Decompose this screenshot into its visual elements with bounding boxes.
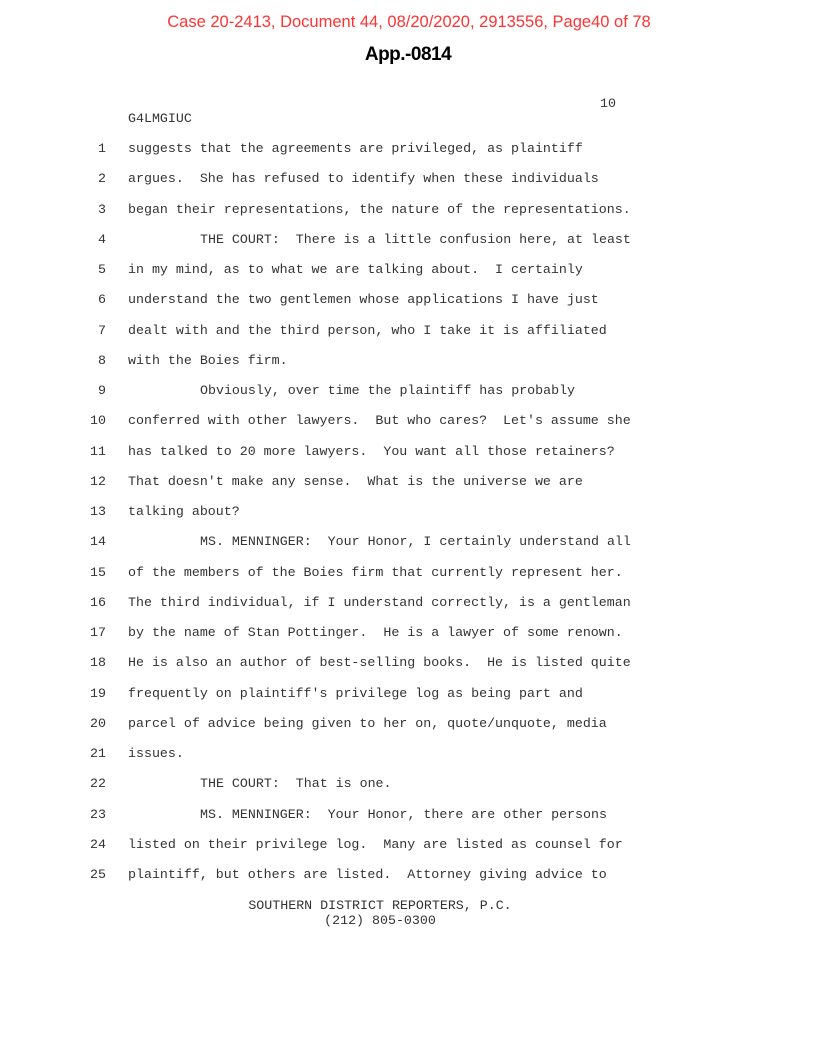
reporter-name: SOUTHERN DISTRICT REPORTERS, P.C. [248, 898, 512, 913]
transcript-line [0, 595, 816, 615]
transcript-line [0, 474, 816, 494]
line-text: The third individual, if I understand correctly, is a gentleman [128, 594, 631, 610]
transcript-line [0, 444, 816, 464]
line-text: by the name of Stan Pottinger. He is a lawyer of some renown. [128, 625, 623, 640]
line-text: issues. [128, 746, 184, 761]
transcript-line [0, 353, 816, 373]
footer [0, 898, 760, 928]
line-text: talking about? [128, 504, 240, 519]
transcript-line [0, 262, 816, 282]
line-text: parcel of advice being given to her on, quote/unquote, media [128, 715, 607, 731]
line-number: 22 [90, 776, 106, 792]
line-number: 16 [90, 594, 106, 610]
line-text: conferred with other lawyers. But who cares? Let's assume she [128, 413, 631, 429]
line-text: of the members of the Boies firm that currently represent her. [128, 564, 623, 580]
line-number: 24 [90, 836, 106, 852]
line-number: 3 [98, 201, 106, 217]
line-text: plaintiff, but others are listed. Attorney giving advice to [128, 867, 607, 882]
line-text: suggests that the agreements are privileged, as plaintiff [128, 141, 583, 156]
line-text: dealt with and the third person, who I take it is affiliated [128, 322, 607, 338]
transcript-line [0, 625, 816, 645]
line-number: 25 [90, 867, 106, 882]
line-text: has talked to 20 more lawyers. You want all those retainers? [128, 443, 615, 459]
page-number: 10 [600, 96, 616, 111]
line-text: MS. MENNINGER: Your Honor, I certainly understand all [200, 534, 631, 550]
line-text: with the Boies firm. [128, 352, 288, 368]
line-text: frequently on plaintiff's privilege log as being part and [128, 685, 583, 701]
transcript-line [0, 867, 816, 887]
transcript-line [0, 534, 816, 554]
transcript-line [0, 565, 816, 585]
line-number: 10 [90, 413, 106, 429]
appendix-number: App.-0814 [364, 44, 452, 65]
line-number: 15 [90, 564, 106, 580]
line-number: 12 [90, 473, 106, 489]
line-text: Obviously, over time the plaintiff has probably [200, 383, 576, 398]
line-text: understand the two gentlemen whose applications I have just [128, 292, 599, 308]
line-number: 13 [90, 504, 106, 519]
transcript-line [0, 837, 816, 857]
line-number: 18 [90, 655, 106, 671]
line-text: in my mind, as to what we are talking about. I certainly [128, 262, 583, 277]
transcript-line [0, 686, 816, 706]
line-text: He is also an author of best-selling books. He is listed quite [128, 655, 631, 671]
transcript-code: G4LMGIUC [128, 111, 192, 126]
line-number: 21 [90, 746, 106, 761]
line-number: 11 [90, 443, 106, 459]
transcript-line [0, 383, 816, 403]
transcript-line [0, 776, 816, 796]
line-number: 17 [90, 625, 106, 640]
line-number: 2 [98, 171, 106, 187]
line-text: That doesn't make any sense. What is the universe we are [128, 473, 583, 489]
line-number: 4 [98, 231, 106, 247]
transcript-line [0, 141, 816, 161]
line-number: 19 [90, 685, 106, 701]
transcript-line [0, 232, 816, 252]
transcript-line [0, 202, 816, 222]
line-number: 5 [98, 262, 106, 277]
transcript-line [0, 413, 816, 433]
transcript-line [0, 504, 816, 524]
transcript-line [0, 292, 816, 312]
line-text: MS. MENNINGER: Your Honor, there are other persons [200, 806, 607, 822]
line-text: listed on their privilege log. Many are listed as counsel for [128, 836, 623, 852]
line-number: 14 [90, 534, 106, 550]
line-number: 1 [98, 141, 106, 156]
line-number: 23 [90, 806, 106, 822]
line-text: argues. She has refused to identify when these individuals [128, 171, 599, 187]
line-text: THE COURT: There is a little confusion here, at least [200, 231, 631, 247]
transcript-line [0, 171, 816, 191]
transcript-line [0, 323, 816, 343]
line-text: THE COURT: That is one. [200, 776, 392, 792]
line-number: 6 [98, 292, 106, 308]
transcript-line [0, 807, 816, 827]
transcript-line [0, 716, 816, 736]
filing-stamp: Case 20-2413, Document 44, 08/20/2020, 2913556, Page40 of 78 [167, 13, 651, 31]
transcript-line [0, 655, 816, 675]
line-text: began their representations, the nature of the representations. [128, 201, 631, 217]
line-number: 7 [98, 322, 106, 338]
line-number: 9 [98, 383, 106, 398]
line-number: 20 [90, 715, 106, 731]
reporter-phone: (212) 805-0300 [324, 913, 436, 928]
line-number: 8 [98, 352, 106, 368]
transcript-line [0, 746, 816, 766]
